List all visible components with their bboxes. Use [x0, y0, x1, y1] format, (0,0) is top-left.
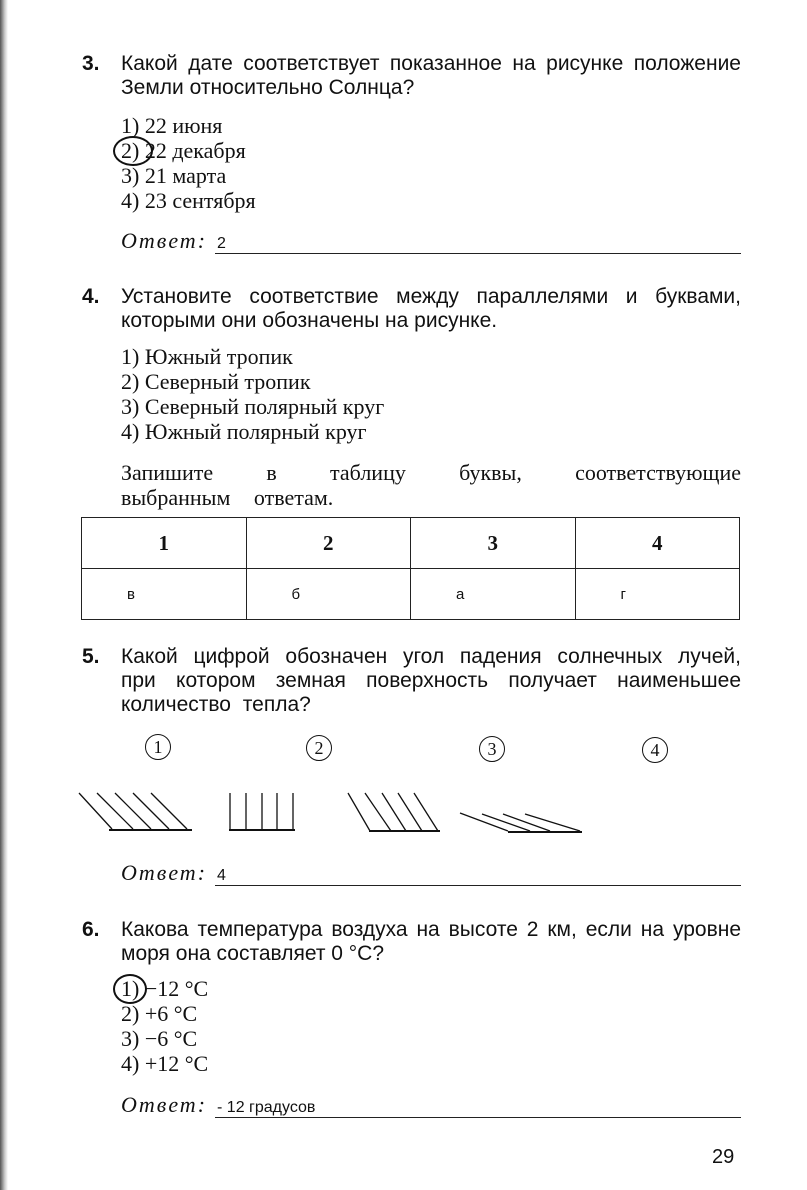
question-text: Какова температура воздуха на высоте 2 км, если на уровне моря она составляет 0 °С?: [121, 918, 741, 965]
table-cell[interactable]: в: [82, 569, 247, 620]
option: 3) −6 °С: [121, 1026, 198, 1051]
table-header: 4: [575, 518, 740, 569]
figure-label: 3: [479, 736, 505, 762]
question-text: Какой дате соответствует показанное на рисунке положение Земли относительно Солнца?: [121, 52, 741, 99]
option: 1) Южный тропик: [121, 344, 293, 369]
rays-figure-4: [460, 813, 582, 832]
circle-mark: [113, 974, 147, 1004]
table-header: 2: [246, 518, 411, 569]
table-cell[interactable]: г: [575, 569, 740, 620]
rays-figure-1: [79, 793, 192, 830]
table-cell[interactable]: а: [411, 569, 576, 620]
question-number: 4.: [82, 285, 100, 308]
figure-label: 2: [306, 735, 332, 761]
option-selected: 1) −12 °С: [121, 976, 208, 1001]
answer-field[interactable]: - 12 градусов: [215, 1099, 741, 1118]
question-number: 5.: [82, 645, 100, 668]
option: 1) 22 июня: [121, 113, 223, 138]
option: 3) 21 марта: [121, 163, 227, 188]
page-number: 29: [712, 1146, 735, 1168]
option: 3) Северный полярный круг: [121, 394, 385, 419]
question-number: 3.: [82, 52, 100, 75]
option-selected: 2) 22 декабря: [121, 138, 256, 163]
answer-label: Ответ:: [121, 860, 208, 885]
option: 4) Южный полярный круг: [121, 419, 367, 444]
figure-label: 1: [145, 734, 171, 760]
option: 2) Северный тропик: [121, 369, 311, 394]
answer-field[interactable]: 2: [215, 235, 741, 254]
option: 2) +6 °С: [121, 1001, 198, 1026]
q6-answer-line: [121, 1092, 741, 1118]
q5-answer-line: [121, 860, 741, 886]
table-cell[interactable]: б: [246, 569, 411, 620]
answer-field[interactable]: 4: [215, 867, 741, 886]
q6-options: [121, 976, 208, 1076]
table-header: 3: [411, 518, 576, 569]
question-text: Какой цифрой обозначен угол падения солнечных лучей, при котором земная поверхность получает наименьшее количество тепла?: [121, 645, 741, 716]
table-header: 1: [82, 518, 247, 569]
question-text: Установите соответствие между параллелями и буквами, которыми они обозначены на рисунке.: [121, 285, 741, 332]
rays-figure-2: [229, 793, 295, 830]
figure-label: 4: [642, 737, 668, 763]
instruction-text: Запишите в таблицу буквы, соответствующие выбранным ответам.: [121, 460, 741, 510]
answer-label: Ответ:: [121, 228, 208, 253]
option: 4) +12 °С: [121, 1051, 209, 1076]
question-number: 6.: [82, 918, 100, 941]
option: 4) 23 сентября: [121, 188, 256, 213]
rays-figure-3: [348, 793, 440, 831]
answer-label: Ответ:: [121, 1092, 208, 1117]
